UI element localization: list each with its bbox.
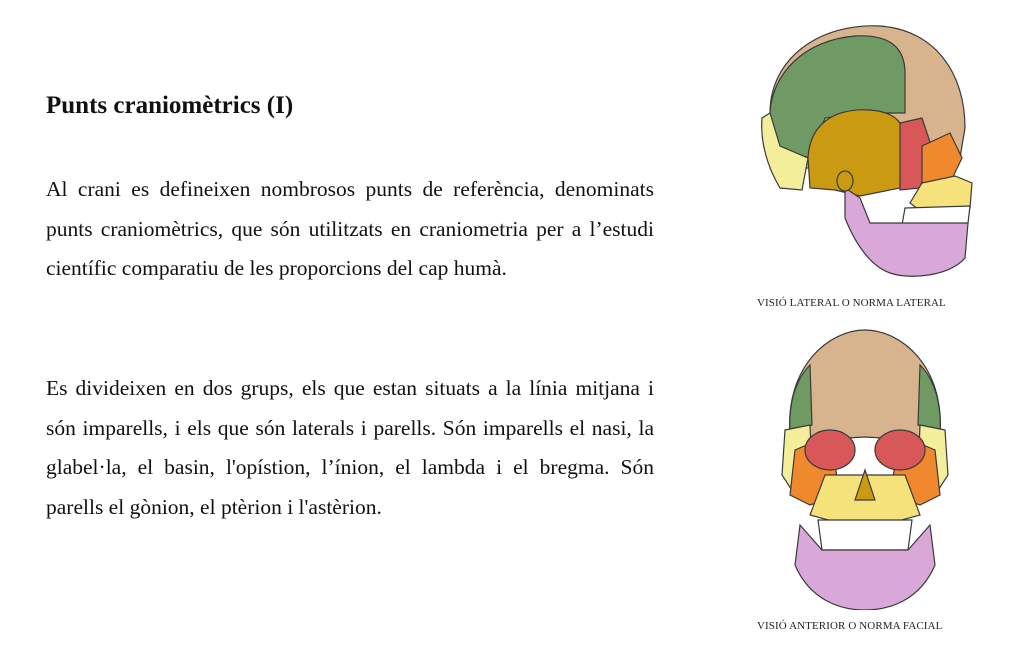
caption-anterior: VISIÓ ANTERIOR O NORMA FACIAL [757,620,943,632]
skull-anterior-illustration [770,325,960,610]
orbit-right [875,430,925,470]
ear-canal [837,171,853,191]
teeth [818,520,912,550]
caption-lateral: VISIÓ LATERAL O NORMA LATERAL [757,297,946,309]
page-title: Punts craniomètrics (I) [46,92,294,119]
temporal-bone [808,110,906,196]
paragraph-intro: Al crani es defineixen nombrosos punts de referència, denominats punts craniomètrics, que són utilitzats en craniometria per a l’estudi científic comparatiu de les proporcions del cap humà. [46,177,654,280]
skull-lateral-illustration [750,18,980,283]
paragraph-groups: Es divideixen en dos grups, els que estan situats a la línia mitjana i són imparells, i els que són laterals i parells. Són imparells el nasi, la glabel·la, el basin, l'opístion, l’ínion, el lambda i el bregma. Són parells el gònion, el ptèrion i l'astèrion. [46,376,654,519]
orbit-left [805,430,855,470]
upper-teeth [902,206,970,225]
